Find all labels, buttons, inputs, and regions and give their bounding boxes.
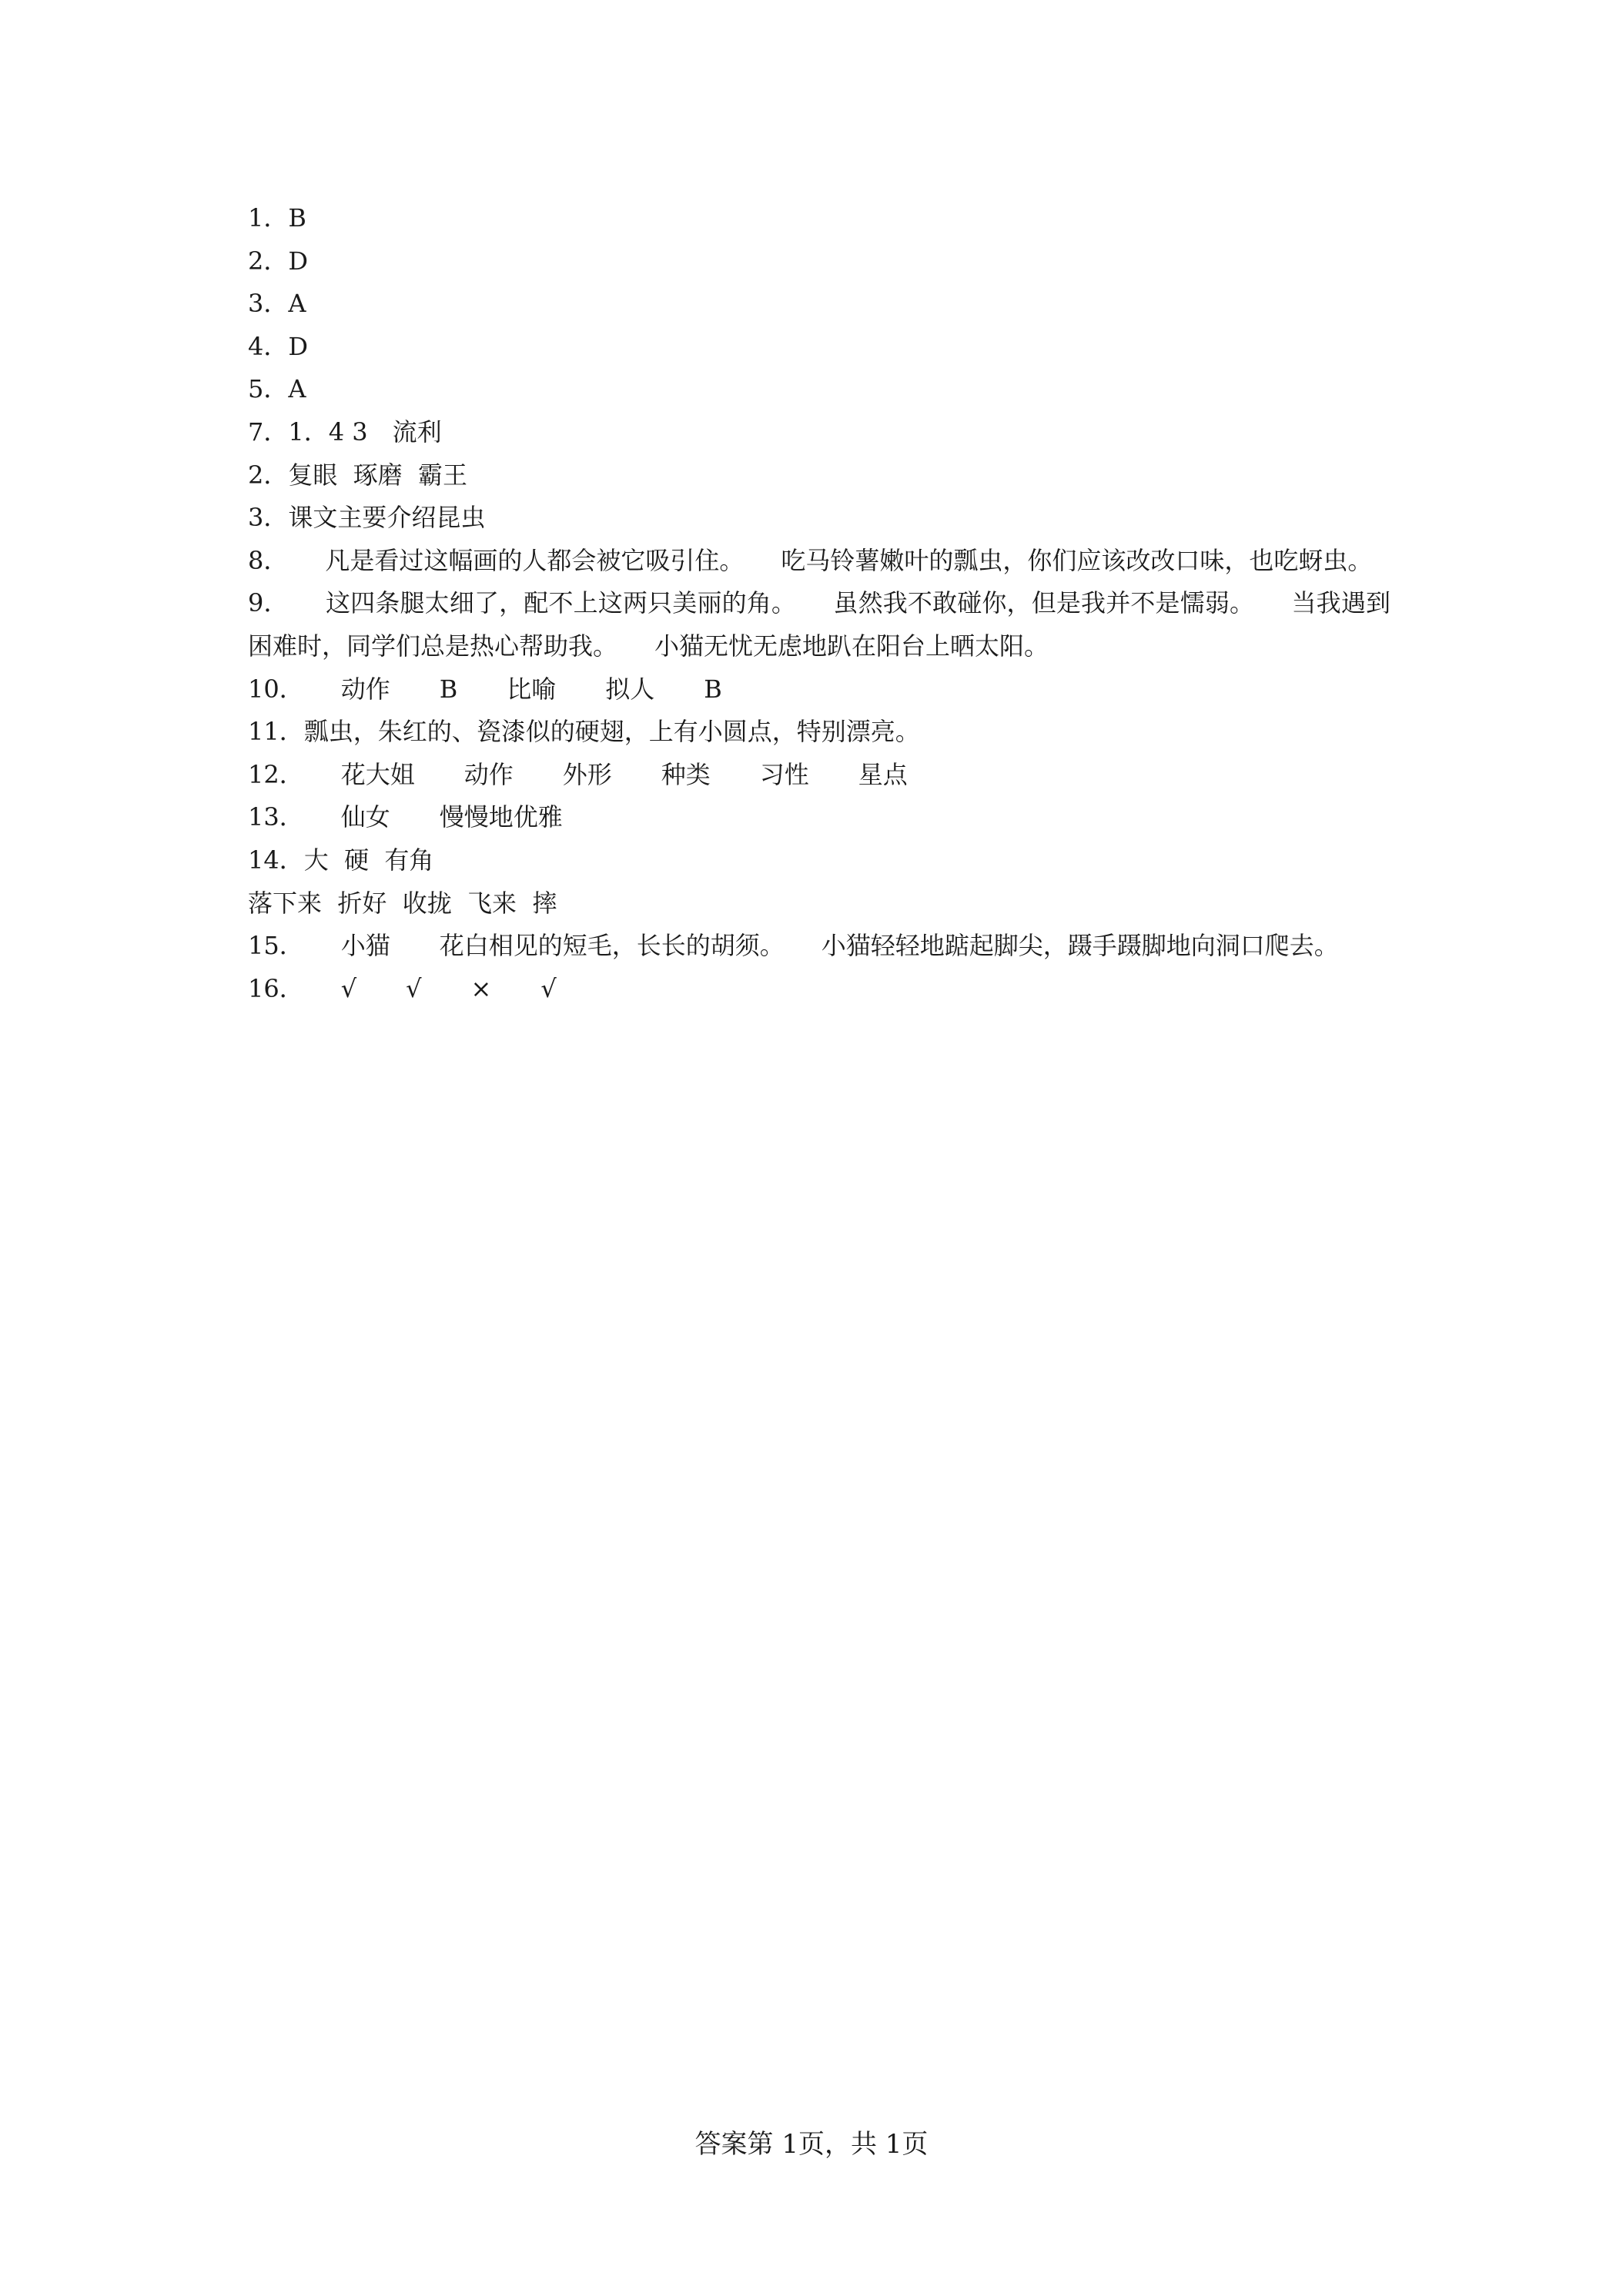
answer-line: 9． 这四条腿太细了，配不上这两只美丽的角。 虽然我不敢碰你，但是我并不是懦弱。 当我遇到困难时，同学们总是热心帮助我。 小猫无忧无虑地趴在阳台上晒太阳。 xyxy=(248,588,1390,661)
answer-line: 1．B xyxy=(248,203,306,233)
answer-line: 12． 花大姐 动作 外形 种类 习性 星点 xyxy=(248,759,908,789)
answer-line: 2．D xyxy=(248,246,309,276)
answer-line: 5．A xyxy=(248,374,306,404)
answer-list xyxy=(248,197,1390,1010)
answer-line: 10． 动作 B 比喻 拟人 B xyxy=(248,674,722,704)
answer-line: 16． √ √ × √ xyxy=(248,973,557,1003)
answer-line: 2．复眼 琢磨 霸王 xyxy=(248,460,468,490)
answer-line: 落下来 折好 收拢 飞来 摔 xyxy=(248,888,557,918)
answer-line: 14．大 硬 有角 xyxy=(248,845,434,875)
answer-line: 7．1．4 3 流利 xyxy=(248,417,442,447)
page-footer: 答案第 1页，共 1页 xyxy=(694,2129,929,2160)
answer-line: 3．课文主要介绍昆虫 xyxy=(248,503,486,533)
answer-line: 15． 小猫 花白相见的短毛，长长的胡须。 小猫轻轻地踮起脚尖，蹑手蹑脚地向洞口爬去。 xyxy=(248,931,1339,961)
answer-line: 11．瓢虫，朱红的、瓷漆似的硬翅，上有小圆点，特别漂亮。 xyxy=(248,717,920,747)
answer-line: 3．A xyxy=(248,289,306,319)
answer-line: 8． 凡是看过这幅画的人都会被它吸引住。 吃马铃薯嫩叶的瓢虫，你们应该改改口味，也吃蚜虫。 xyxy=(248,545,1373,575)
answer-line: 4．D xyxy=(248,331,309,361)
answer-line: 13． 仙女 慢慢地优雅 xyxy=(248,802,563,832)
